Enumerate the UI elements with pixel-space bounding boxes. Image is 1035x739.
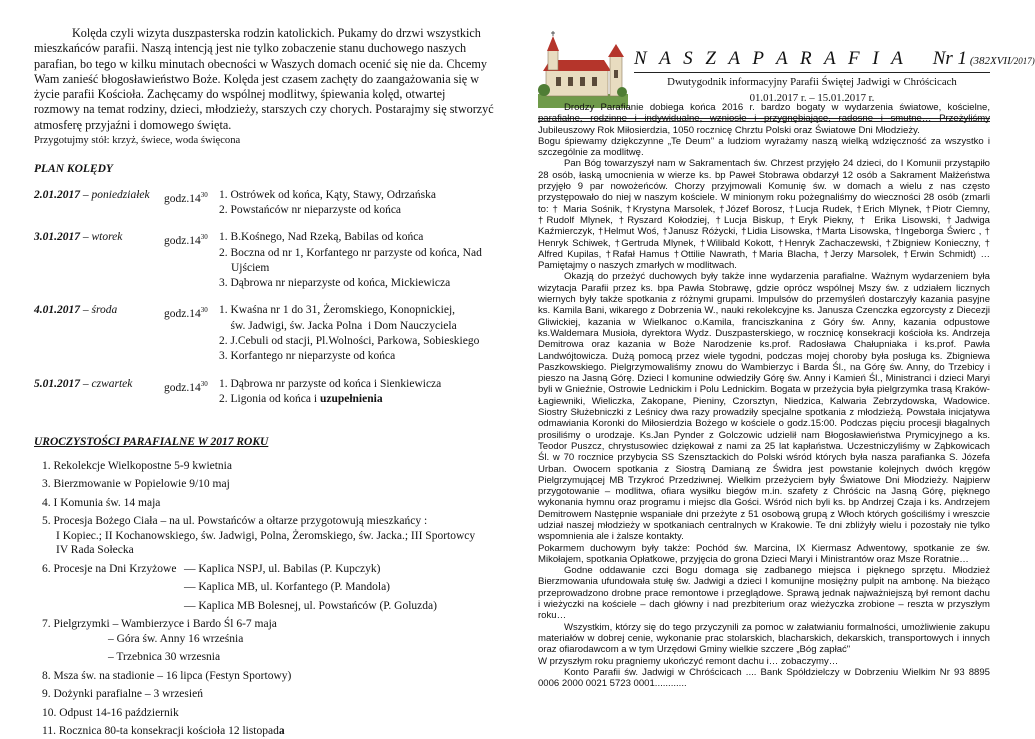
plan-time-sup: 30 xyxy=(200,379,208,388)
plan-time-sup: 30 xyxy=(200,306,208,315)
article-paragraph: Pokarmem duchowym były także: Pochód św. Marcina, IX Kiermasz Adwentowy, spotkanie ze św. Mikołajem, spotkania Opłatkowe, przyjęcia do grona Dzieci Maryi i Ministrantów oraz Msze Roratnie… xyxy=(538,542,990,565)
plan-time: godz.14 xyxy=(164,308,201,321)
plan-item: 1. B.Kośnego, Nad Rzeką, Babilas od końca xyxy=(219,231,424,244)
issue-detail: (382XVII/ xyxy=(967,55,1014,67)
feasts-list xyxy=(34,459,494,739)
plan-time-sup: 30 xyxy=(200,190,208,199)
plan-time: godz.14 xyxy=(164,381,201,394)
plan-item: 1. Dąbrowa nr parzyste od końca i Sienkiewicza xyxy=(219,377,442,390)
article-paragraph: Drodzy Parafianie dobiega końca 2016 r. bardzo bogaty w wydarzenia światowe, kościelne, parafialne, rodzinne i indywidualne, wzniosłe i przygnębiające, radosne i smutne… Przeżyliśmy Jubileuszowy Rok Miłosierdzia, 1050 rocznicę Chrztu Polski oraz Światowe Dni Młodzieży. xyxy=(538,102,990,136)
article-paragraph: Godne oddawanie czci Bogu domaga się zadbanego miejsca i pięknego sprzętu. Młodzież Bierzmowania ufundowała stułę św. Jadwigi a dzieci I komunijne mosiężny pulpit na ambonę. Na bieżąco przeprowadzono drobne prace remontowe i przeglądowe. Sprawą jednak najważniejszą był remont dachu i wieżyczki na kościele – dach główny i nad prezbiterium oraz wieżyczka zrobione – reszta w przyszłym roku… xyxy=(538,565,990,622)
left-column xyxy=(34,26,494,739)
issue-number: Nr 1 xyxy=(932,48,968,69)
plan-row xyxy=(34,377,494,408)
plan-table xyxy=(34,188,494,408)
plan-date: 3.01.2017 xyxy=(34,231,80,244)
masthead-title-row xyxy=(634,48,1035,70)
feast-item: 4. I Komunia św. 14 maja xyxy=(42,496,161,509)
procession-item: — Kaplica MB Bolesnej, ul. Powstańców (P. Goluzda) xyxy=(184,599,437,612)
feast-item: 7. Pielgrzymki – Wambierzyce i Bardo Śl 6-7 maja xyxy=(42,618,277,631)
plan-day: – czwartek xyxy=(80,377,133,390)
feast-item: 10. Odpust 14-16 październik xyxy=(42,706,179,719)
plan-row xyxy=(34,230,494,291)
plan-date: 5.01.2017 xyxy=(34,377,80,390)
plan-item: 2. Boczna od nr 1, Korfantego nr parzyste od końca, Nad Ujściem xyxy=(219,246,482,274)
plan-day: – środa xyxy=(80,304,118,317)
feast-item-bold: a xyxy=(278,725,285,738)
article-paragraph: Konto Parafii św. Jadwigi w Chróścicach .... Bank Spółdzielczy w Dobrzeniu Wielkim Nr 93 8895 0006 2000 0021 5723 0001............ xyxy=(538,666,990,690)
plan-item: 2. Ligonia od końca i uzupełnienia xyxy=(219,392,383,405)
issue-year: 2017) xyxy=(1013,56,1035,66)
procession-item: — Kaplica MB, ul. Korfantego (P. Mandola) xyxy=(184,581,391,594)
plan-item: 3. Korfantego nr nieparzyste od końca xyxy=(219,350,396,363)
plan-item: 2. Powstańców nr nieparzyste od końca xyxy=(219,203,402,216)
plan-time: godz.14 xyxy=(164,235,201,248)
feast-item: 3. Bierzmowanie w Popielowie 9/10 maj xyxy=(42,478,230,491)
plan-item-bold: uzupełnienia xyxy=(319,392,383,405)
article-paragraph: Pan Bóg towarzyszył nam w Sakramentach św. Chrzest przyjęło 24 dzieci, do I Komunii przystąpiło 28 osób, łaską umocnienia w wierze ks. bp Paweł Stobrawa obdarzył 12 osób a Sakrament Małżeństwa przyjęło 9 par nowożeńców. Chorzy przyjmowali Komunię św. w domach a wielu z nas często przystępowało do niej w naszym kościele. W minionym roku pożegnaliśmy do wieczności 28 osób (zmarli to: † Maria Sośnik, †Krystyna Marsolek, †Józef Borosz, †Lucja Rudek, †Erich Mlynek, †Piotr Ciemny, †Rudolf Mlynek, †Ryszard Kołodziej, †Lucja Biskup, †Eryk Piekny, † Erika Lisowski, †Jadwiga Kaźmierczyk, †Helmut Woś, †Janusz Różycki, †Lidia Lisowska, †Marta Lisowska, †Ingeborga Świerc , † Henryk Schiwek, †Gertruda Mlynek, †Wilibald Kokott, †Henryk Zachaczewski, †Zbigniew Konieczny, † Alfred Kupilas, †Rafał Hamus †Ottilie Nawrath, †Maria Blacha, †Jerzy Marsolek, †Erwin Schmidt) … Pamiętajmy o naszych zmarłych w modlitwach. xyxy=(538,158,990,272)
masthead-dates: 01.01.2017 r. – 15.01.2017 r. xyxy=(749,92,875,104)
feast-subitem: – Góra św. Anny 16 września xyxy=(108,632,244,645)
plan-item: św. Jadwigi, św. Jacka Polna i Dom Nauczyciela xyxy=(219,319,457,332)
feast-subitem: I Kopiec.; II Kochanowskiego, św. Jadwigi, Polna, Żeromskiego, św. Jacka.; III Sportowcy xyxy=(56,529,476,542)
plan-time-sup: 30 xyxy=(200,233,208,242)
plan-item: 2. J.Cebuli od stacji, Pl.Wolności, Parkowa, Sobieskiego xyxy=(219,335,480,348)
article-paragraph: Okazją do przeżyć duchowych były także inne wydarzenia parafialne. Ważnym wydarzeniem była wizytacja Parafii przez ks. bpa Pawła Stobrawę, gdzie oprócz wspólnej Mszy św. z udziałem licznych wiernych były także spotkania z różnymi grupami. Impulsów do przemyśleń dostarczyły kazania pasyjne ks. Kamila Bani, wikarego z Dobrzenia W., nauki rekolekcyjne ks. Janusza Czenczka egzorcysty z Diecezji Gliwickiej, kazania w Wielkanoc o.Kamila, franciszkanina z Góry św. Anny, kazania odpustowe ks.Waldemara Musioła, dyrektora Wydz. Duszpasterskiego, w rocznicę konsekracji kościoła ks. Andrzeja Demitrowa oraz kazania w Boże Narodzenie ks.prof. Radosława Chałupniaka i ks.prof. Pawła Landwójtowicza. Dużą pomocą przez wiele tygodni, podczas mojej choroby była posługa ks. Zbigniewa Paszkowskiego. Pielgrzymowaliśmy znowu do Wambierzyc i Bardа Śl., na Górę św. Anny, do Trzebicy i pieszo na Jasną Górę. Dzieci I komunine odwiedziły Górę św. Anny i Kamień Śl., Ministranci i dzieci Maryi byli w Gnieźnie, Ostrowie Lednickim i Polu Lednickim. Bogata w przeżycia była pielgrzymka trasą Kraków-Łagiewniki, Wieliczka, Zakopane, Pieniny, Czorsztyn, Niedzica, Kalwaria Zebrzydowska, Wadowice. Siostry Służebniczki z Leśnicy dwa razy prowadziły specjalne spotkania z młodzieżą. Powstała inicjatywa odmawiania Koronki do Miłosierdzia Bożego w kościele o godz.15:00. Podczas pięciu procesji błagalnych prosiliśmy o urodzaje. Ks.Jan Pynder z Golczowic udzielił nam Błogosławieństwa Prymicyjnego a ks. Teodor Puszcz, chrystusowiec dziękował z nami za 25 lat kapłaństwa. Uczestniczyliśmy w Ząbkowicach Śl. w 70 rocznice przybycia SS Szensztackich do Polski wśród których była nasza parafianka S. Józefa Urban. Owocem spotkania z Siostrą Damianą ze Świdra jest powstanie kolejnych dwóch kręgów Pielgrzymującej MB Trzykroć Przedziwnej. Wielkim przeżyciem były Światowe Dni Młodzieży. Najpierw przygotowanie – modlitwa, ofiara wysiłku biegów m.in. szafety z Chróścic na Jasną Górę, pięknego wykonania hymnu oraz programu i miejsc dla Gości. Wśród nich byli ks. bp Andrzej Czaja i ks. Andrzejem Demitrowem Następnie wspaniałe dni przeżyte z 51 osobową grupą z Włoch których gościliśmy i wreszcie udział naszej młodzieży w spotkaniach centralnych w Krakowie. Te dni zbliżyły wielu i pozostały nie tylko wspomnienia ale i żalsze kontakty. xyxy=(538,271,990,543)
intro-paragraph: Kolęda czyli wizyta duszpasterska rodzin katolickich. Pukamy do drzwi wszystkich mieszkańców parafii. Naszą intencją jest nie tylko zobaczenie stanu duchowego naszych parafian, bo tego w kilku minutach obecności w Waszych domach ocenić się nie da. Chcemy Wam zanieść błogosławieństwo Boże. Kolęda jest czasem zachęty do zaangażowania się w życie parafii Kościoła. Zachęcamy do wspólnej modlitwy, śpiewania kolęd, otwartej rozmowy na temat rodziny, dzieci, młodzieży, starszych czy chorych. Postarajmy się stworzyć atmosferę przyjaźni i domowego święta. xyxy=(34,26,494,132)
feast-subitem: – Trzebnica 30 wrzesnia xyxy=(108,651,221,664)
procession-label: 6. Procesje na Dni Krzyżowe xyxy=(42,562,177,575)
article-paragraph: Wszystkim, którzy się do tego przyczynili za pomoc w załatwianiu formalności, umożliwienie zakupu materiałów w dobrej cenie, wykonanie prac stolarskich, blacharskich, dekarskich, transportowych i innych oraz ofiarodawcom a w tym Urzędowi Gminy wielkie szczere „Bóg zapłać" xyxy=(538,621,990,656)
plan-title: PLAN KOLĘDY xyxy=(34,163,113,176)
article-paragraph: Bogu śpiewamy dziękczynne „Te Deum" a ludziom wyrażamy naszą wielką wdzięczność za wszystko i szczególnie za modlitwę. xyxy=(538,135,990,159)
feast-item: 8. Msza św. na stadionie – 16 lipca (Festyn Sportowy) xyxy=(42,669,292,682)
plan-day: – wtorek xyxy=(80,231,123,244)
feast-item: 9. Dożynki parafialne – 3 wrzesień xyxy=(42,688,203,701)
plan-item: 1. Kwaśna nr 1 do 31, Żeromskiego, Konopnickiej, xyxy=(219,304,456,317)
feast-subitem: IV Rada Sołecka xyxy=(56,544,134,557)
masthead-subtitle: Dwutygodnik informacyjny Parafii Świętej Jadwigi w Chróścicach xyxy=(667,76,957,88)
plan-date: 4.01.2017 xyxy=(34,304,80,317)
masthead xyxy=(634,48,1035,104)
feast-item: 1. Rekolekcje Wielkopostne 5-9 kwietnia xyxy=(42,459,232,472)
procession-item: — Kaplica NSPJ, ul. Babilas (P. Kupczyk) xyxy=(184,562,381,575)
plan-item: 3. Dąbrowa nr nieparzyste od końca, Mickiewicza xyxy=(219,277,451,290)
plan-time: godz.14 xyxy=(164,192,201,205)
plan-row xyxy=(34,303,494,364)
feasts-title: UROCZYSTOŚCI PARAFIALNE W 2017 ROKU xyxy=(34,436,269,449)
feast-item: 5. Procesja Bożego Ciała – na ul. Powstańców a ołtarze przygotowują mieszkańcy : xyxy=(42,515,428,528)
plan-row xyxy=(34,188,494,219)
plan-day: – poniedziałek xyxy=(80,188,150,201)
plan-item: 1. Ostrówek od końca, Kąty, Stawy, Odrzańska xyxy=(219,188,436,201)
article-body xyxy=(538,102,990,689)
intro-note: Przygotujmy stół: krzyż, świece, woda święcona xyxy=(34,135,241,147)
newsletter-title: N A S Z A P A R A F I A xyxy=(634,48,907,69)
feast-item: 11. Rocznica 80-ta konsekracji kościoła 12 listopada xyxy=(42,725,285,738)
article-paragraph: W przyszłym roku pragniemy ukończyć remont dachu i… zobaczymy… xyxy=(538,655,839,667)
procession-row xyxy=(42,562,494,577)
church-icon xyxy=(538,30,628,108)
plan-date: 2.01.2017 xyxy=(34,188,80,201)
